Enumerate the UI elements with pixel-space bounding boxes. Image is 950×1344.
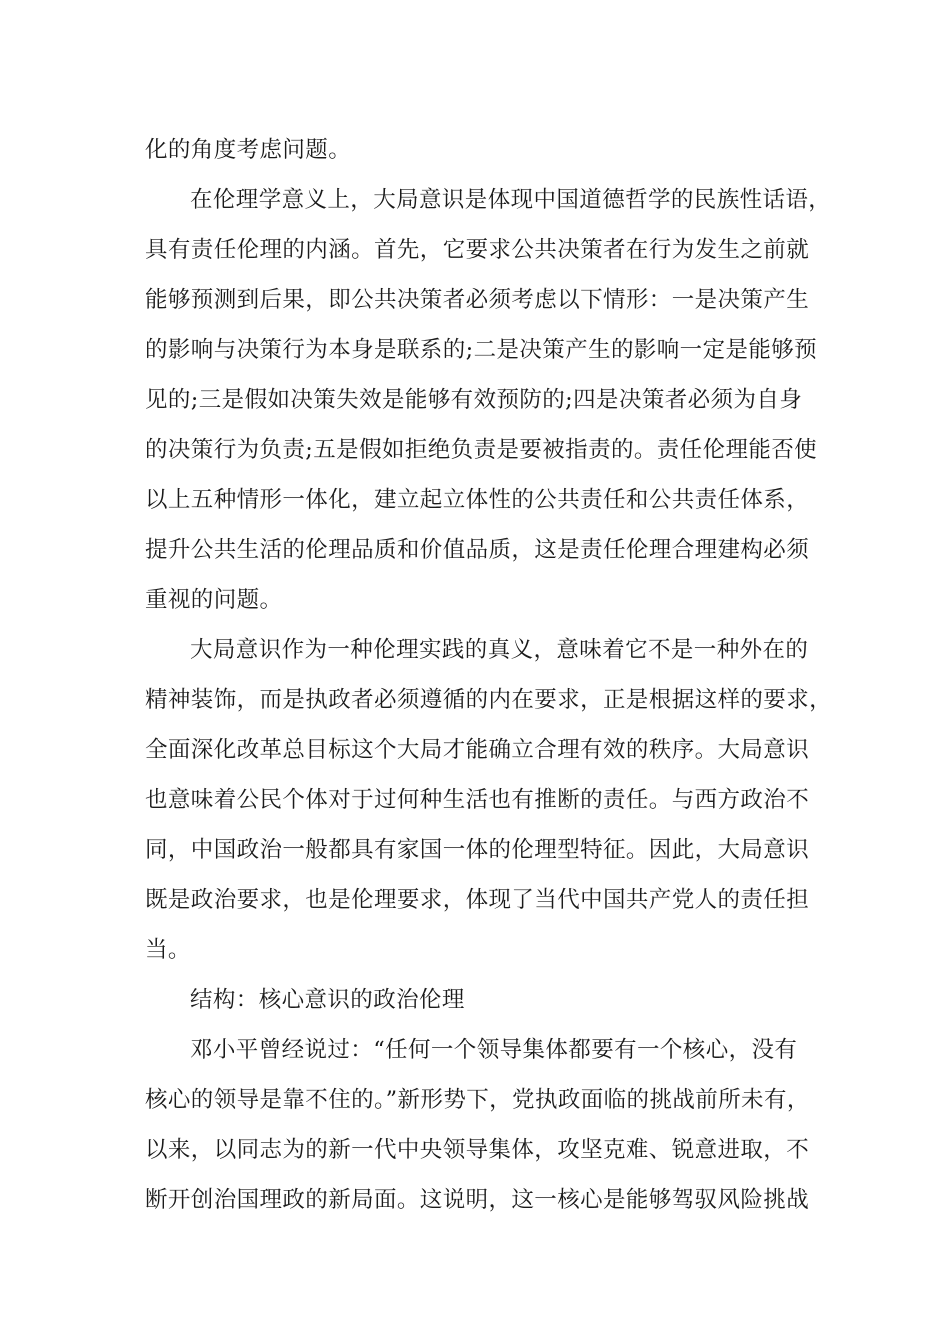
- text-line: 核心的领导是靠不住的。”新形势下，党执政面临的挑战前所未有，: [145, 1087, 810, 1113]
- text-line: 也意味着公民个体对于过何种生活也有推断的责任。与西方政治不: [145, 787, 810, 813]
- paragraph-start: 大局意识作为一种伦理实践的真义，意味着它不是一种外在的: [190, 637, 809, 663]
- section-heading: 结构：核心意识的政治伦理: [190, 987, 465, 1013]
- text-line: 断开创治国理政的新局面。这说明，这一核心是能够驾驭风险挑战: [145, 1187, 810, 1213]
- text-line: 当。: [145, 937, 191, 963]
- paragraph-start: 在伦理学意义上，大局意识是体现中国道德哲学的民族性话语，: [190, 187, 832, 213]
- text-line: 的影响与决策行为本身是联系的;二是决策产生的影响一定是能够预: [145, 337, 818, 363]
- text-line: 以上五种情形一体化，建立起立体性的公共责任和公共责任体系，: [145, 487, 810, 513]
- text-line: 化的角度考虑问题。: [145, 137, 352, 163]
- text-line: 全面深化改革总目标这个大局才能确立合理有效的秩序。大局意识: [145, 737, 810, 763]
- paragraph-start: 邓小平曾经说过：“任何一个领导集体都要有一个核心，没有: [190, 1037, 798, 1063]
- text-line: 以来，以同志为的新一代中央领导集体，攻坚克难、锐意进取，不: [145, 1137, 810, 1163]
- text-line: 精神装饰，而是执政者必须遵循的内在要求，正是根据这样的要求，: [145, 687, 833, 713]
- text-line: 既是政治要求，也是伦理要求，体现了当代中国共产党人的责任担: [145, 887, 810, 913]
- text-line: 同，中国政治一般都具有家国一体的伦理型特征。因此，大局意识: [145, 837, 810, 863]
- text-line: 见的;三是假如决策失效是能够有效预防的;四是决策者必须为自身: [145, 387, 803, 413]
- text-line: 能够预测到后果，即公共决策者必须考虑以下情形：一是决策产生: [145, 287, 810, 313]
- text-line: 重视的问题。: [145, 587, 283, 613]
- text-line: 具有责任伦理的内涵。首先，它要求公共决策者在行为发生之前就: [145, 237, 810, 263]
- text-line: 的决策行为负责;五是假如拒绝负责是要被指责的。责任伦理能否使: [145, 437, 818, 463]
- text-line: 提升公共生活的伦理品质和价值品质，这是责任伦理合理建构必须: [145, 537, 810, 563]
